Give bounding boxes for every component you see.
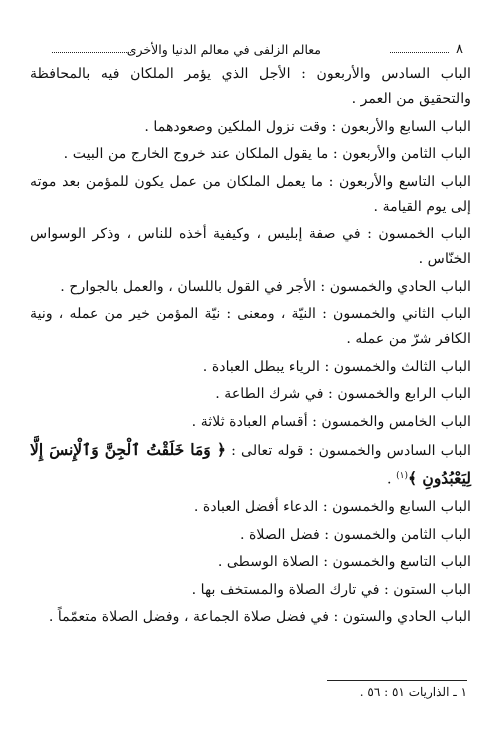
quran-verse: ﴿ وَمَا خَلَقْتُ ٱلْجِنَّ وَٱلْإِنسَ إِلَّا لِيَعْبُدُونِ ﴾ — [30, 440, 471, 488]
chapter-46: الباب السادس والأربعون : الأجل الذي يؤمر الملكان فيه بالمحافظة والتحقيق من العمر . — [30, 66, 471, 107]
chapter-60: الباب الستون : في تارك الصلاة والمستخف بها . — [191, 581, 471, 598]
page-number: ٨ — [456, 42, 463, 57]
running-title: معالم الزلفى في معالم الدنيا والأخرى — [126, 42, 321, 57]
footnote: ١ ـ الذاريات ٥١ : ٥٦ . — [359, 685, 467, 699]
chapter-51: الباب الحادي والخمسون : الأجر في القول باللسان ، والعمل بالجوارح . — [60, 278, 471, 295]
chapter-58: الباب الثامن والخمسون : فضل الصلاة . — [239, 526, 471, 543]
chapter-54: الباب الرابع والخمسون : في شرك الطاعة . — [215, 386, 471, 402]
page-body — [30, 62, 471, 633]
chapter-56-prefix: الباب السادس والخمسون : قوله تعالى : — [225, 443, 471, 459]
chapter-48: الباب الثامن والأربعون : ما يقول الملكان عند خروج الخارج من البيت . — [63, 146, 471, 162]
chapter-53: الباب الثالث والخمسون : الرياء يبطل العبادة . — [202, 358, 471, 375]
chapter-49: الباب التاسع والأربعون : ما يعمل الملكان من عمل يكون للمؤمن بعد موته إلى يوم القيامة . — [30, 173, 471, 215]
chapter-61: الباب الحادي والستون : في فضل صلاة الجماعة ، وفضل الصلاة متعمّماً . — [48, 609, 471, 626]
chapter-50: الباب الخمسون : في صفة إبليس ، وكيفية أخذه للناس ، وذكر الوسواس الخنّاس . — [30, 226, 471, 267]
header-dots-left — [52, 52, 131, 53]
footnote-separator — [327, 680, 467, 681]
page-header — [30, 40, 471, 60]
chapter-56 — [30, 437, 471, 493]
chapter-59: الباب التاسع والخمسون : الصلاة الوسطى . — [217, 554, 471, 571]
chapter-52: الباب الثاني والخمسون : النيّة ، ومعنى : نيّة المؤمن خير من عمله ، ونية الكافر شرّ من عمله . — [30, 306, 471, 347]
header-dots-right — [390, 52, 449, 53]
chapter-57: الباب السابع والخمسون : الدعاء أفضل العبادة . — [193, 499, 471, 516]
footnote-reference[interactable]: (١) — [396, 471, 408, 481]
chapter-47: الباب السابع والأربعون : وقت نزول الملكين وصعودهما . — [144, 118, 471, 135]
chapter-56-suffix: . — [387, 471, 397, 488]
chapter-55: الباب الخامس والخمسون : أقسام العبادة ثلاثة . — [191, 413, 471, 430]
